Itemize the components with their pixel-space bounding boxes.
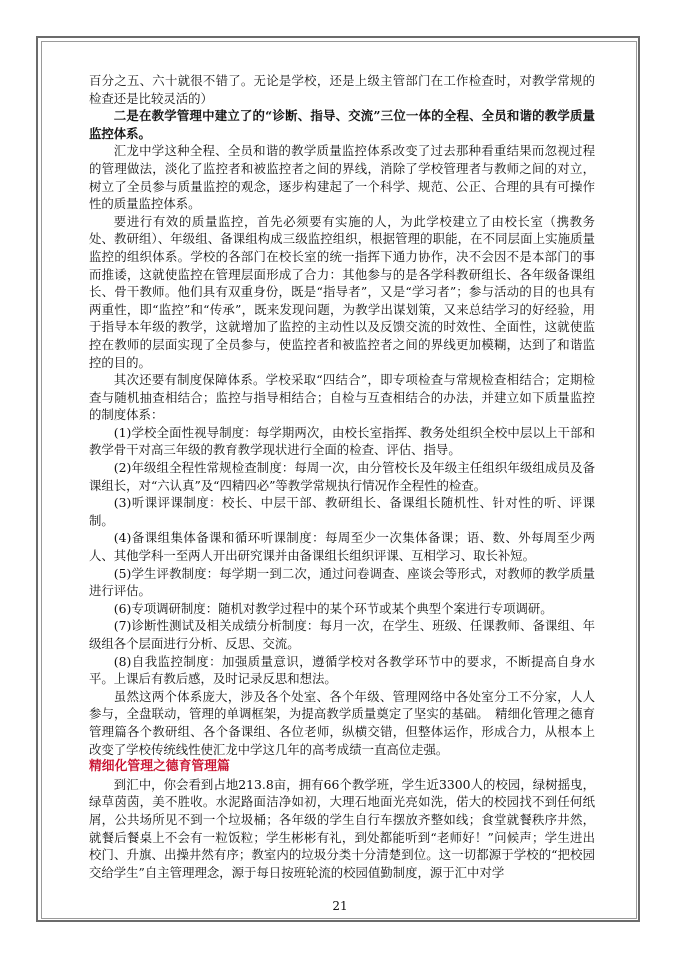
body-paragraph: (2)年级组全程性常规检查制度：每周一次，由分管校长及年级主任组织年级组成员及备课组长，对“六认真”及“四精四必”等教学常规执行情况作全程性的检查。 — [89, 460, 595, 493]
body-paragraph: 要进行有效的质量监控，首先必须要有实施的人，为此学校建立了由校长室（携教务处、教研组）、年级组、备课组构成三级监控组织，根据管理的职能，在不同层面上实施质量监控的组织体系。学校的各部门在校长室的统一指挥下通力协作，决不会因不是本部门的事而推诿，这就使监控在管理层面形成了合力：其他参与的是各学科教研组长、各年级备课组长、骨干教师。他们具有双重身份，既是“指导者”，又是“学习者”；参与活动的目的也具有两重性，即“监控”和“传承”，既来发现问题，为教学出谋划策，又来总结学习的好经验，用于指导本年级的教学，这就增加了监控的主动性以及反馈交流的时效性、全面性，这就使监控在教师的层面实现了全员参与，使监控者和被监控者之间的界线更加模糊，达到了和谐监控的目的。 — [89, 213, 595, 370]
body-paragraph: 百分之五、六十就很不错了。无论是学校，还是上级主管部门在工作检查时，对教学常规的检查还是比较灵活的） — [89, 73, 595, 106]
chapter-heading: 精细化管理之德育管理篇 — [89, 759, 230, 775]
body-paragraph: 汇龙中学这种全程、全员和谐的教学质量监控体系改变了过去那种看重结果而忽视过程的管理做法，淡化了监控者和被监控者之间的界线，消除了学校管理者与教师之间的对立，树立了全员参与质量监控的观念，逐步构建起了一个科学、规范、公正、合理的具有可操作性的质量监控体系。 — [89, 143, 595, 212]
body-paragraph: (5)学生评教制度：每学期一到二次，通过问卷调查、座谈会等形式，对教师的教学质量进行评估。 — [89, 565, 595, 599]
section-heading: 二是在教学管理中建立了的“诊断、指导、交流”三位一体的全程、全员和谐的教学质量监控体系。 — [89, 108, 595, 141]
body-paragraph: (1)学校全面性视导制度：每学期两次，由校长室指挥、教务处组织全校中层以上干部和教学骨干对高三年级的教育教学现状进行全面的检查、评估、指导。 — [89, 424, 595, 458]
body-paragraph: 虽然这两个体系庞大，涉及各个处室、各个年级、管理网络中各处室分工不分家，人人参与，全盘联动，管理的单调框架，为提高教学质量奠定了坚实的基础。 精细化管理之德育管理篇各个教研组、各个备课组、各位老师，纵横交错，但整体运作，形成合力，从根本上改变了学校传统线性使汇龙中学这几年的高考成绩一直高位走强。 — [89, 688, 595, 757]
page-number: 21 — [332, 899, 348, 913]
document-body — [89, 72, 595, 881]
body-paragraph: (8)自我监控制度：加强质量意识，遵循学校对各教学环节中的要求，不断提高自身水平。上课后有教后感，及时记录反思和想法。 — [89, 653, 595, 687]
body-paragraph: (3)听课评课制度：校长、中层干部、教研组长、备课组长随机性、针对性的听、评课制。 — [89, 495, 595, 528]
body-paragraph: 到汇中，你会看到占地213.8亩，拥有66个教学班，学生近3300人的校园，绿树摇曳，绿草茵茵，美不胜收。水泥路面洁净如初，大理石地面光亮如洗，偌大的校园找不到任何纸屑，公共场所见不到一个垃圾桶；各年级的学生自行车摆放齐整如线；食堂就餐秩序井然，就餐后餐桌上不会有一粒饭粒；学生彬彬有礼，到处都能听到“老师好！”问候声；学生进出校门、升旗、出操井然有序；教室内的垃圾分类十分清楚到位。这一切都源于学校的“把校园交给学生”自主管理理念，源于每日按班轮流的校园值勤制度，源于汇中对学 — [89, 776, 595, 880]
body-paragraph: 其次还要有制度保障体系。学校采取“四结合”，即专项检查与常规检查相结合；定期检查与随机抽查相结合；监控与指导相结合；自检与互查相结合的办法，并建立如下质量监控的制度体系： — [89, 372, 595, 423]
body-paragraph: (7)诊断性测试及相关成绩分析制度：每月一次，在学生、班级、任课教师、备课组、年级组各个层面进行分析、反思、交流。 — [89, 618, 595, 651]
body-paragraph: (6)专项调研制度：随机对教学过程中的某个环节或某个典型个案进行专项调研。 — [113, 600, 553, 616]
body-paragraph: (4)备课组集体备课和循环听课制度：每周至少一次集体备课；语、数、外每周至少两人、其他学科一至两人开出研究课并由备课组长组织评课、互相学习、取长补短。 — [89, 530, 595, 564]
